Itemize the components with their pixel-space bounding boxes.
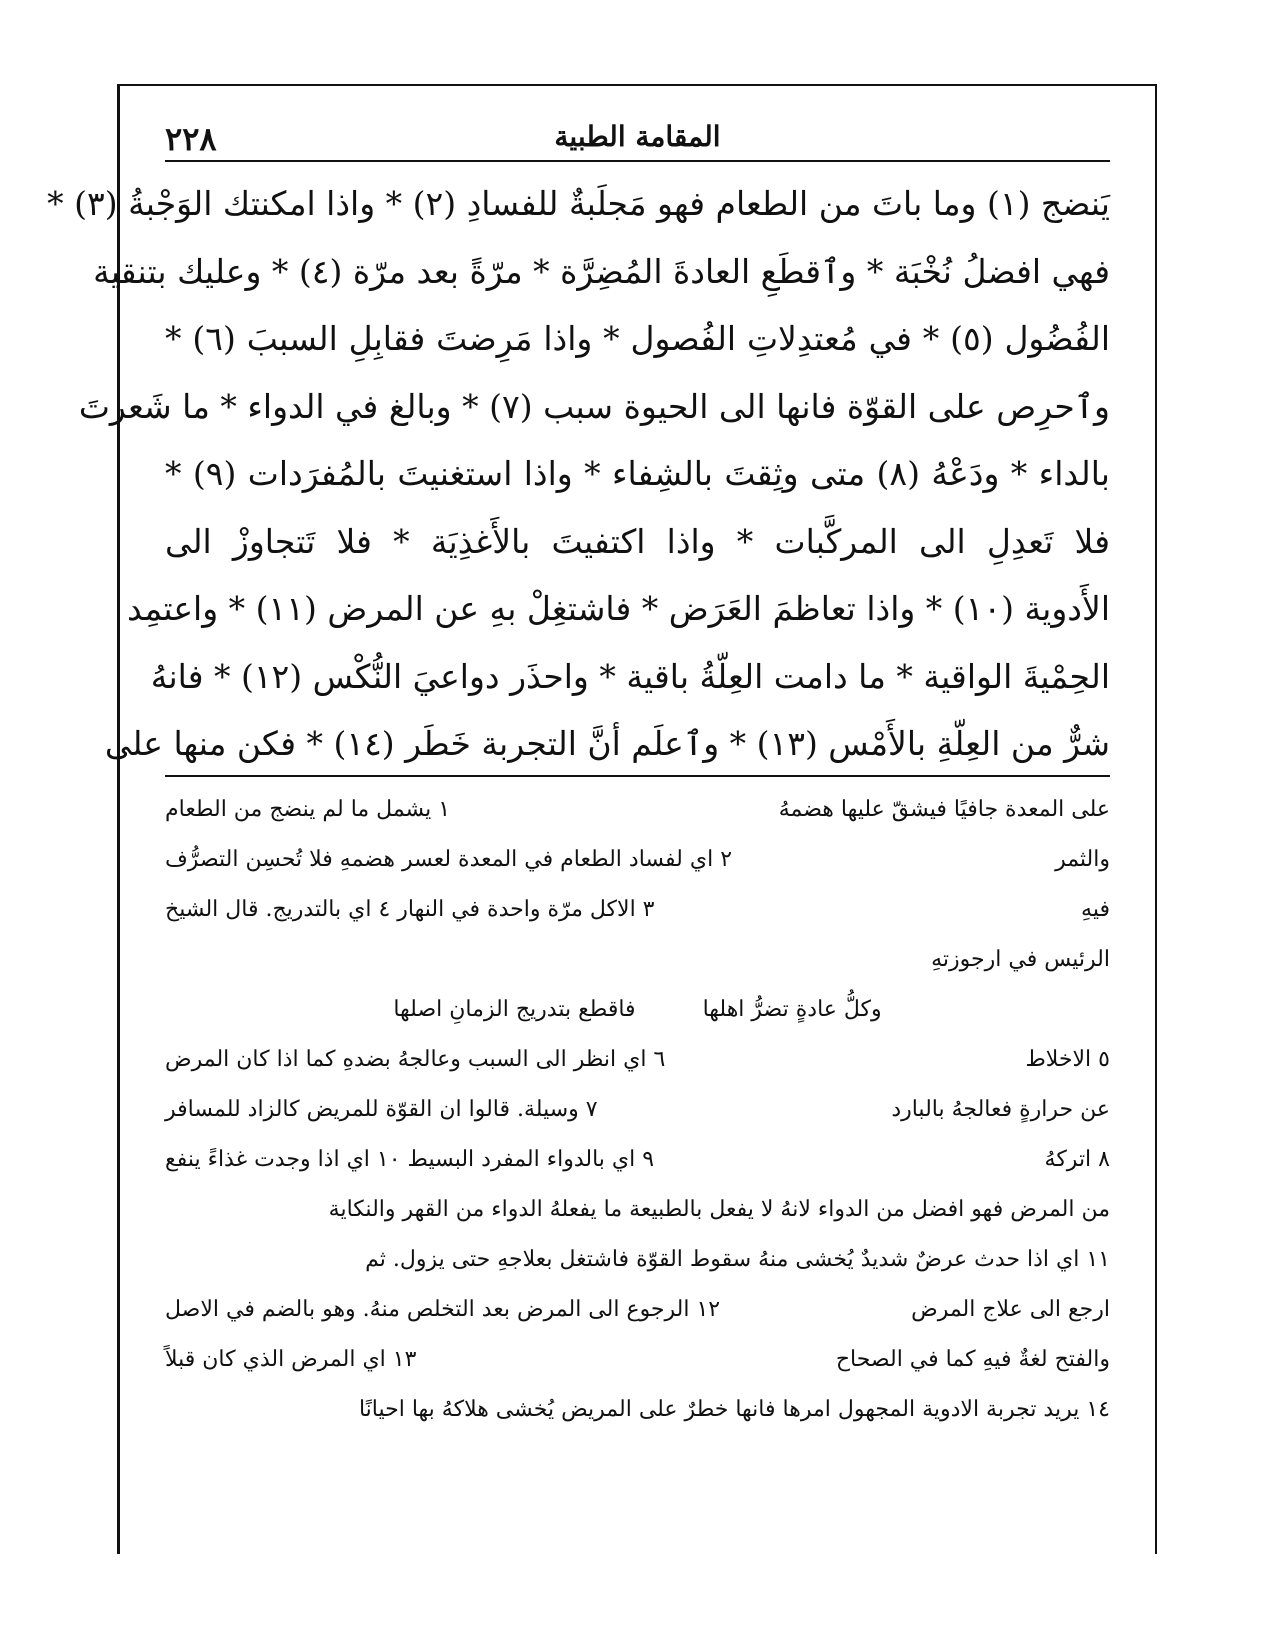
footnote-left: ٧ وسيلة. قالوا ان القوّة للمريض كالزاد للمسافر <box>165 1097 598 1122</box>
footnote-right: ٨ اتركهُ <box>1044 1147 1110 1172</box>
footnote-line <box>165 1235 1110 1285</box>
footnote-left: ٣ الاكل مرّة واحدة في النهار ٤ اي بالتدريج. قال الشيخ <box>165 897 655 922</box>
footnote-left: ٢ اي لفساد الطعام في المعدة لعسر هضمهِ فلا تُحسِن التصرُّف <box>165 847 733 872</box>
footnote-line <box>165 1035 1110 1085</box>
footnote-line <box>165 835 1110 885</box>
footnote-full: ١٤ يريد تجربة الادوية المجهول امرها فانها خطرٌ على المريض يُخشى هلاكهُ بها احيانًا <box>358 1397 1110 1422</box>
footnote-full: ١١ اي اذا حدث عرضٌ شديدٌ يُخشى منهُ سقوط القوّة فاشتغل بعلاجهِ حتى يزول. ثم <box>365 1247 1110 1272</box>
footnote-line <box>165 1385 1110 1435</box>
text-line: بالداء * ودَعْهُ (٨) متى وثِقتَ بالشِفاء * واذا استغنيتَ بالمُفرَدات (٩) * <box>165 454 1110 493</box>
footnote-line <box>165 1285 1110 1335</box>
text-line: الحِمْيةَ الواقية * ما دامت العِلّةُ باقية * واحذَر دواعيَ النُّكْس (١٢) * فانهُ <box>150 656 1110 696</box>
verse-hemistich: فاقطع بتدريج الزمانِ اصلها <box>393 997 636 1022</box>
page-number: ٢٢٨ <box>165 120 217 158</box>
footnote-left: ٦ اي انظر الى السبب وعالجهُ بضدهِ كما اذا كان المرض <box>165 1047 666 1072</box>
text-line: فلا تَعدِلِ الى المركَّبات * واذا اكتفيتَ بالأَغذِيَة * فلا تَتجاوزْ الى <box>165 521 1110 561</box>
footnote-full: من المرض فهو افضل من الدواء لانهُ لا يفعل بالطبيعة ما يفعلهُ الدواء من القهر والنكاية <box>328 1197 1110 1222</box>
running-title: المقامة الطبية <box>554 120 721 153</box>
footnote-right: ارجع الى علاج المرض <box>911 1297 1110 1322</box>
text-line: يَنضج (١) وما باتَ من الطعام فهو مَجلَبةٌ للفسادِ (٢) * واذا امكنتك الوَجْبةُ (٣) * <box>47 184 1110 223</box>
footnote-full: الرئيس في ارجوزتهِ <box>931 947 1110 972</box>
footnote-right: عن حرارةٍ فعالجهُ بالبارد <box>891 1097 1110 1122</box>
footnote-right: والثمر <box>1055 847 1110 872</box>
verse-line <box>165 985 1110 1035</box>
text-line: الأَدوية (١٠) * واذا تعاظمَ العَرَض * فاشتغِلْ بهِ عن المرض (١١) * واعتمِد <box>127 589 1110 628</box>
footnote-line <box>165 1185 1110 1235</box>
footnote-right: ٥ الاخلاط <box>1025 1047 1110 1072</box>
footnote-line <box>165 1085 1110 1135</box>
text-line: فهي افضلُ نُخْبَة * وٱقطَعِ العادةَ المُضِرَّة * مرّةً بعد مرّة (٤) * وعليك بتنقية <box>93 251 1110 291</box>
text-line: وٱحرِص على القوّة فانها الى الحيوة سبب (٧) * وبالغ في الدواء * ما شَعرتَ <box>78 386 1110 426</box>
text-line: شرٌّ من العِلّةِ بالأَمْس (١٣) * وٱعلَم أنَّ التجربة خَطَر (١٤) * فكن منها على <box>104 724 1110 763</box>
footnote-line <box>165 885 1110 935</box>
verse-hemistich: وكلُّ عادةٍ تضرُّ اهلها <box>702 997 882 1022</box>
footnote-line <box>165 1135 1110 1185</box>
page-header <box>165 112 1110 164</box>
footnote-right: والفتح لغةٌ فيهِ كما في الصحاح <box>835 1347 1110 1372</box>
main-text-block <box>47 170 1110 778</box>
footnote-left: ١٢ الرجوع الى المرض بعد التخلص منهُ. وهو بالضم في الاصل <box>165 1297 721 1322</box>
footnote-rule <box>165 775 1110 777</box>
footnote-left: ١ يشمل ما لم ينضج من الطعام <box>165 797 451 822</box>
footnote-line <box>165 935 1110 985</box>
footnote-line <box>165 1335 1110 1385</box>
footnote-line <box>165 785 1110 835</box>
header-rule <box>165 160 1110 162</box>
footnotes-block <box>165 785 1110 1435</box>
text-line: الفُضُول (٥) * في مُعتدِلاتِ الفُصول * واذا مَرِضتَ فقابِلِ السببَ (٦) * <box>165 319 1110 358</box>
footnote-right: على المعدة جافيًا فيشقّ عليها هضمهُ <box>778 797 1110 822</box>
footnote-left: ٩ اي بالدواء المفرد البسيط ١٠ اي اذا وجدت غذاءً ينفع <box>165 1147 655 1172</box>
footnote-left: ١٣ اي المرض الذي كان قبلاً <box>165 1347 417 1372</box>
footnote-right: فيهِ <box>1081 897 1110 922</box>
